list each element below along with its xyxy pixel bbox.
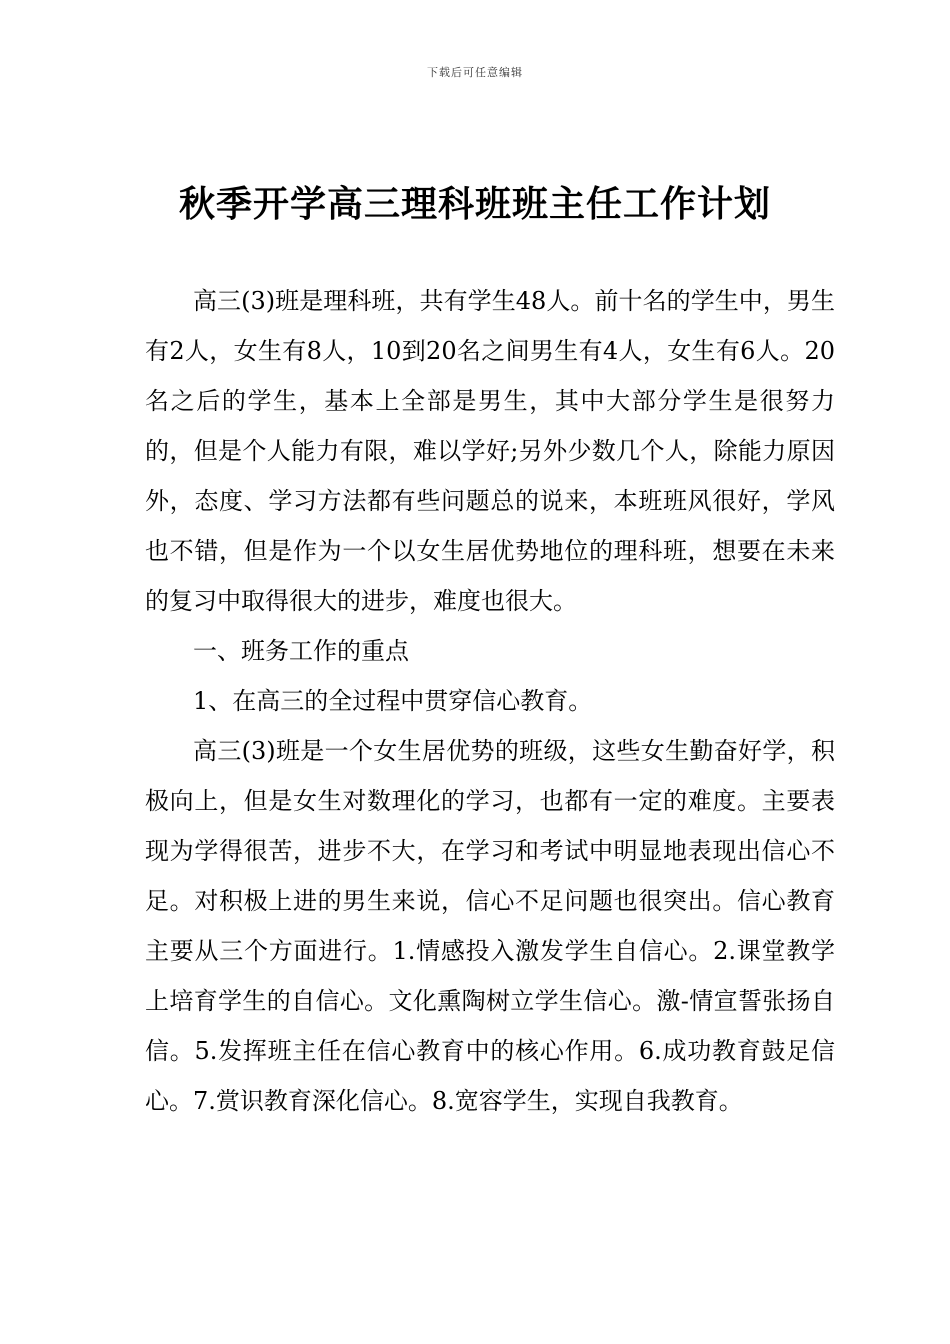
subsection-heading: 1、在高三的全过程中贯穿信心教育。 (193, 687, 593, 715)
header-note: 下载后可任意编辑 (427, 66, 523, 79)
paragraph-confidence-education: 高三(3)班是一个女生居优势的班级，这些女生勤奋好学，积极向上，但是女生对数理化的学习，也都有一定的难度。主要表现为学得很苦，进步不大，在学习和考试中明显地表现出信心不足。对积极上进的男生来说，信心不足问题也很突出。信心教育主要从三个方面进行。1.情感投入激发学生自信心。2.课堂教学上培育学生的自信心。文化熏陶树立学生信心。激-情宣誓张扬自信。5.发挥班主任在信心教育中的核心作用。6.成功教育鼓足信心。7.赏识教育深化信心。8.宽容学生，实现自我教育。 (145, 737, 835, 1115)
document-body (145, 276, 835, 1126)
page-title: 秋季开学高三理科班班主任工作计划 (178, 184, 771, 225)
section-heading: 一、班务工作的重点 (193, 637, 409, 665)
paragraph-intro: 高三(3)班是理科班，共有学生48人。前十名的学生中，男生有2人，女生有8人，10到20名之间男生有4人，女生有6人。20名之后的学生，基本上全部是男生，其中大部分学生是很努力的，但是个人能力有限，难以学好;另外少数几个人，除能力原因外，态度、学习方法都有些问题总的说来，本班班风很好，学风也不错，但是作为一个以女生居优势地位的理科班，想要在未来的复习中取得很大的进步，难度也很大。 (145, 287, 835, 615)
